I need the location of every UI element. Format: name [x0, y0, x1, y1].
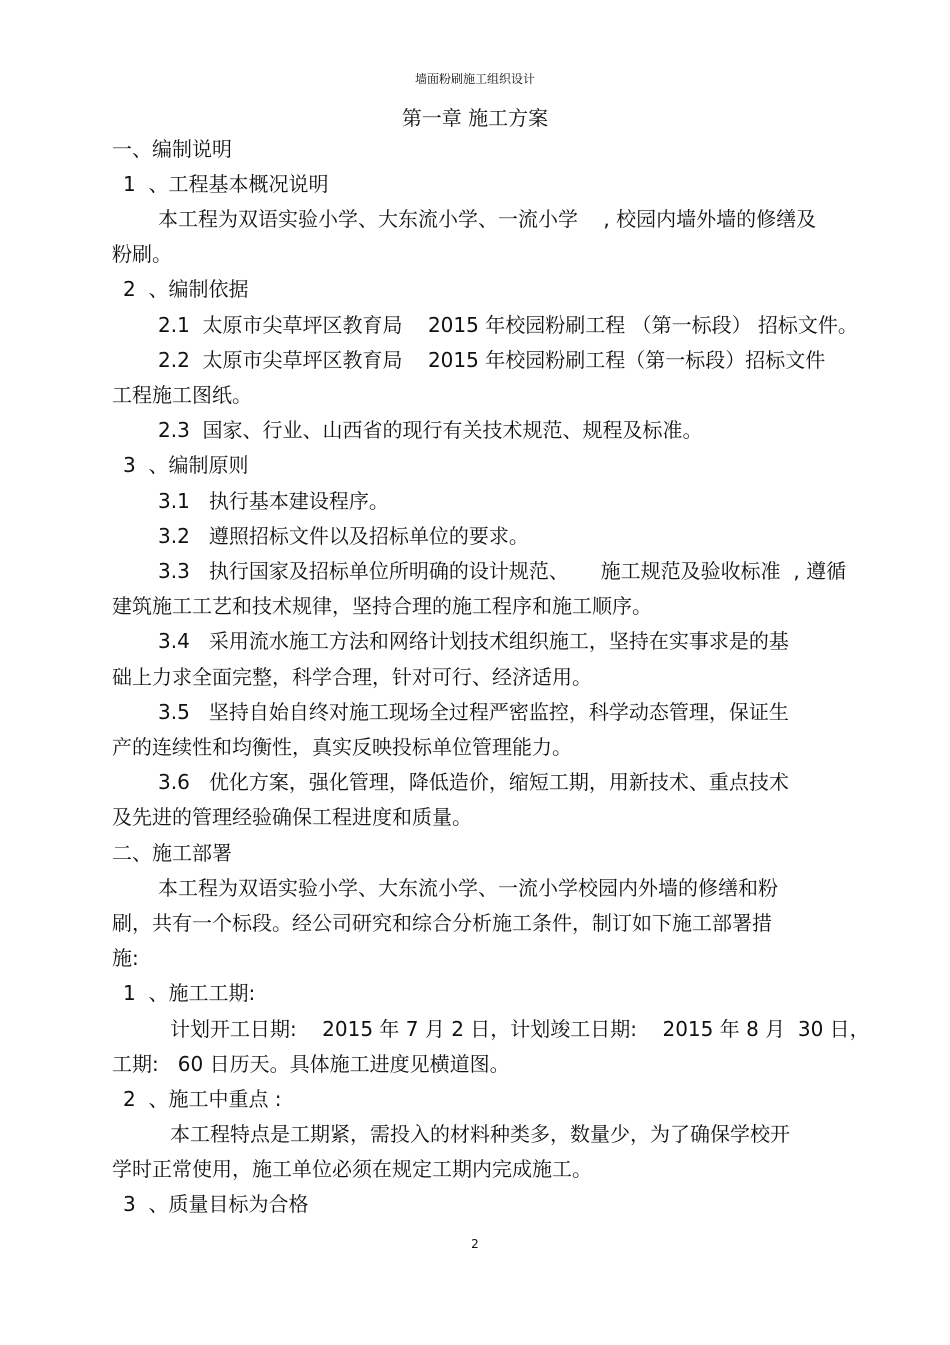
subsection-heading: 2 、编制依据 [123, 277, 249, 301]
paragraph-line: 工程施工图纸。 [112, 383, 252, 407]
paragraph-line: 工期: 60 日历天。具体施工进度见横道图。 [112, 1052, 510, 1076]
paragraph-line: 2.2 太原市尖草坪区教育局 2015 年校园粉刷工程（第一标段）招标文件 [158, 348, 826, 372]
paragraph-line: 建筑施工工艺和技术规律，坚持合理的施工程序和施工顺序。 [112, 594, 652, 618]
paragraph-line: 粉刷。 [112, 242, 172, 266]
paragraph-line: 产的连续性和均衡性，真实反映投标单位管理能力。 [112, 735, 572, 759]
running-header: 墙面粉刷施工组织设计 [414, 72, 535, 86]
subsection-heading: 1 、工程基本概况说明 [123, 172, 329, 196]
paragraph-line: 施: [112, 946, 139, 970]
paragraph-line: 本工程为双语实验小学、大东流小学、一流小学校园内外墙的修缮和粉 [158, 876, 778, 900]
subsection-heading: 3 、质量目标为合格 [123, 1192, 309, 1216]
paragraph-line: 计划开工日期: 2015 年 7 月 2 日，计划竣工日期: 2015 年 8 月 30 日， [170, 1017, 870, 1041]
paragraph-line: 础上力求全面完整，科学合理，针对可行、经济适用。 [112, 665, 592, 689]
paragraph-line: 3.4 采用流水施工方法和网络计划技术组织施工，坚持在实事求是的基 [158, 629, 789, 653]
paragraph-line: 3.5 坚持自始自终对施工现场全过程严密监控，科学动态管理，保证生 [158, 700, 789, 724]
page-number: 2 [471, 1237, 479, 1251]
paragraph-line: 3.1 执行基本建设程序。 [158, 489, 389, 513]
chapter-title: 第一章 施工方案 [401, 106, 549, 130]
paragraph-line: 2.3 国家、行业、山西省的现行有关技术规范、规程及标准。 [158, 418, 703, 442]
section-heading: 二、施工部署 [112, 841, 232, 865]
paragraph-line: 3.2 遵照招标文件以及招标单位的要求。 [158, 524, 529, 548]
paragraph-line: 本工程特点是工期紧，需投入的材料种类多，数量少，为了确保学校开 [170, 1122, 790, 1146]
subsection-heading: 1 、施工工期: [123, 981, 256, 1005]
section-heading: 一、编制说明 [112, 137, 232, 161]
paragraph-line: 刷，共有一个标段。经公司研究和综合分析施工条件，制订如下施工部署措 [112, 911, 772, 935]
paragraph-line: 本工程为双语实验小学、大东流小学、一流小学 , 校园内墙外墙的修缮及 [158, 207, 817, 231]
paragraph-line: 2.1 太原市尖草坪区教育局 2015 年校园粉刷工程 （第一标段） 招标文件。 [158, 313, 858, 337]
subsection-heading: 2 、施工中重点 : [123, 1087, 282, 1111]
paragraph-line: 学时正常使用，施工单位必须在规定工期内完成施工。 [112, 1157, 592, 1181]
subsection-heading: 3 、编制原则 [123, 453, 249, 477]
paragraph-line: 及先进的管理经验确保工程进度和质量。 [112, 805, 472, 829]
paragraph-line: 3.6 优化方案，强化管理，降低造价，缩短工期，用新技术、重点技术 [158, 770, 789, 794]
paragraph-line: 3.3 执行国家及招标单位所明确的设计规范、 施工规范及验收标准 , 遵循 [158, 559, 847, 583]
